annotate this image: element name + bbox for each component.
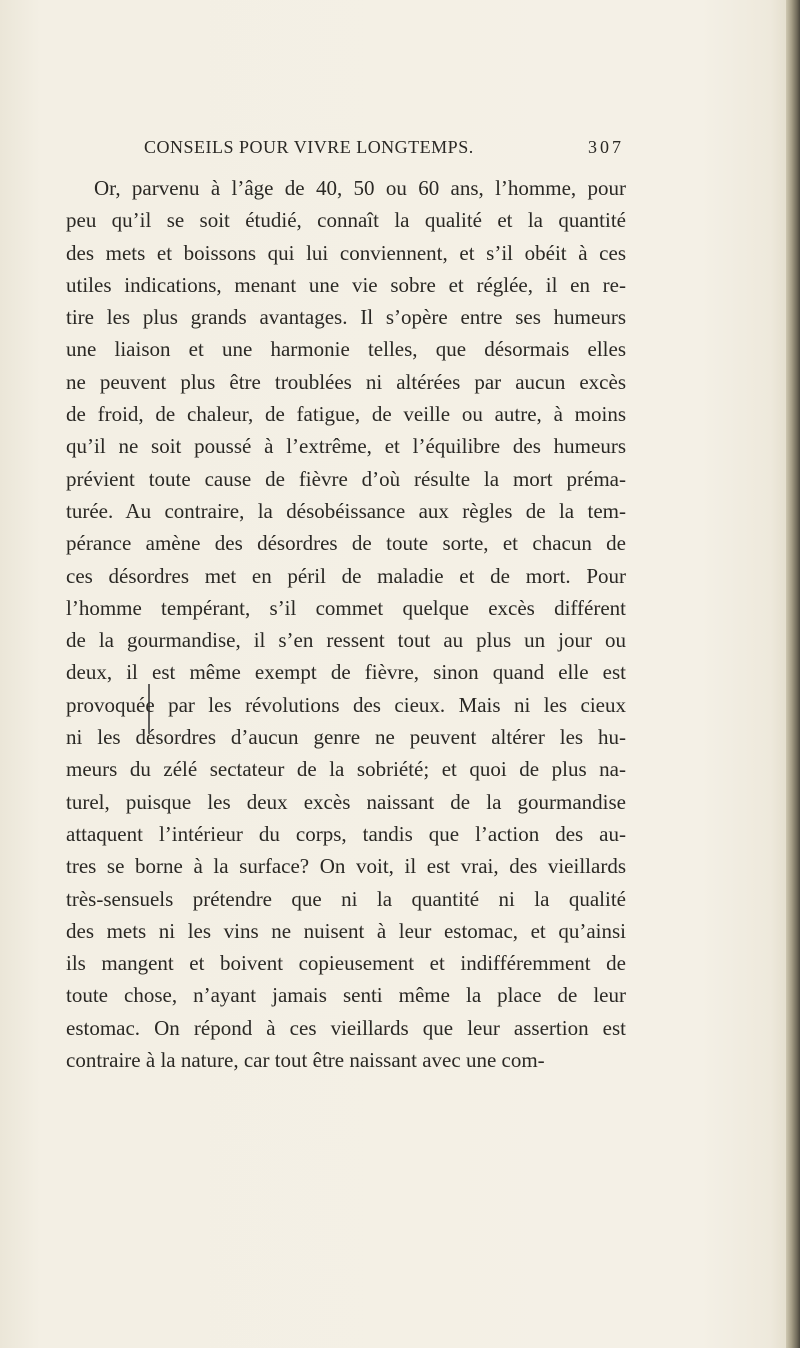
text-line: ne peuvent plus être troublées ni altérées par aucun excès — [66, 369, 626, 394]
text-line: turel, puisque les deux excès naissant de la gourmandise — [66, 789, 626, 814]
text-line: Or, parvenu à l’âge de 40, 50 ou 60 ans, l’homme, pour — [94, 176, 626, 200]
text-line: prévient toute cause de fièvre d’où résulte la mort préma- — [66, 466, 626, 491]
text-line: toute chose, n’ayant jamais senti même la place de leur — [66, 983, 626, 1008]
text-line: estomac. On répond à ces vieillards que leur assertion est — [66, 1015, 626, 1040]
body-text — [66, 172, 626, 1076]
text-line: tres se borne à la surface? On voit, il est vrai, des vieillards — [66, 854, 626, 879]
page-edge-shadow — [786, 0, 800, 1348]
text-line: qu’il ne soit poussé à l’extrême, et l’équilibre des humeurs — [66, 434, 626, 459]
text-line: l’homme tempérant, s’il commet quelque excès différent — [66, 595, 626, 620]
text-line: tire les plus grands avantages. Il s’opère entre ses humeurs — [66, 305, 626, 330]
text-line: contraire à la nature, car tout être naissant avec une com- — [66, 1048, 545, 1073]
text-line: turée. Au contraire, la désobéissance aux règles de la tem- — [66, 498, 626, 523]
text-line: meurs du zélé sectateur de la sobriété; et quoi de plus na- — [66, 757, 626, 782]
running-title: CONSEILS POUR VIVRE LONGTEMPS. — [144, 137, 474, 157]
page-number: 307 — [588, 137, 624, 157]
text-line: pérance amène des désordres de toute sorte, et chacun de — [66, 531, 626, 556]
text-line: une liaison et une harmonie telles, que désormais elles — [66, 337, 626, 362]
text-line: de la gourmandise, il s’en ressent tout au plus un jour ou — [66, 628, 626, 653]
text-line: des mets ni les vins ne nuisent à leur estomac, et qu’ainsi — [66, 918, 626, 943]
text-line: deux, il est même exempt de fièvre, sinon quand elle est — [66, 660, 626, 685]
text-line: utiles indications, menant une vie sobre et réglée, il en re- — [66, 272, 626, 297]
text-line: peu qu’il se soit étudié, connaît la qualité et la quantité — [66, 208, 626, 233]
text-line: ils mangent et boivent copieusement et indifféremment de — [66, 951, 626, 976]
text-line: attaquent l’intérieur du corps, tandis que l’action des au- — [66, 821, 626, 846]
text-line: provoquée par les révolutions des cieux. Mais ni les cieux — [66, 692, 626, 717]
text-line: ces désordres met en péril de maladie et de mort. Pour — [66, 563, 626, 588]
text-line: de froid, de chaleur, de fatigue, de veille ou autre, à moins — [66, 402, 626, 427]
text-line: très-sensuels prétendre que ni la quantité ni la qualité — [66, 886, 626, 911]
page-header — [144, 137, 624, 161]
text-line: des mets et boissons qui lui conviennent, et s’il obéit à ces — [66, 240, 626, 265]
text-line: ni les désordres d’aucun genre ne peuvent altérer les hu- — [66, 725, 626, 750]
